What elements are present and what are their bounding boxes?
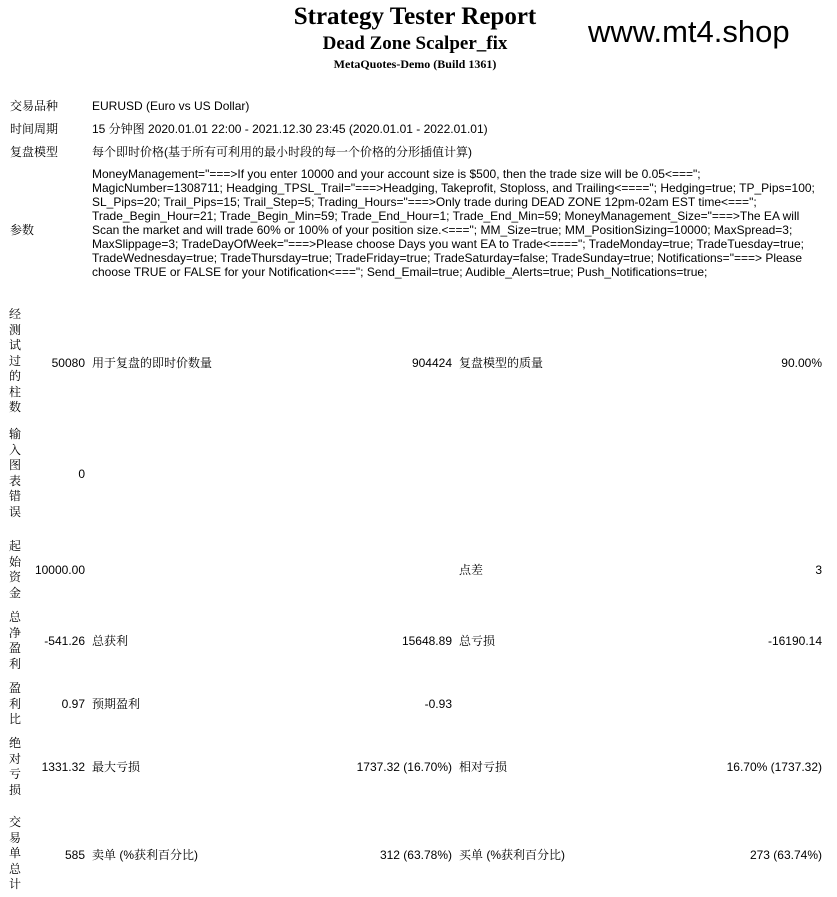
- modelling-quality-value: 90.00%: [781, 356, 822, 370]
- symbol-label: 交易品种: [10, 99, 59, 113]
- absolute-drawdown-label: 绝 对 亏 损: [9, 736, 22, 797]
- initial-deposit-label: 起 始 资 金: [9, 539, 22, 600]
- chart-errors-label: 输 入 图 表 错 误: [9, 427, 22, 519]
- server-build: MetaQuotes-Demo (Build 1361): [333, 57, 497, 71]
- maximal-drawdown-label: 最大亏损: [92, 760, 141, 774]
- gross-loss-value: -16190.14: [767, 634, 822, 648]
- gross-profit-label: 总获利: [92, 634, 129, 648]
- parameters-value: MoneyManagement="===>If you enter 10000 and your account size is $500, then the trade size will be 0.05<==="; MagicNumber=1308711; Headging_TPSL_Trail="===>Headging, Takeprofit, Stoploss, and Trailing<===="; Hedging=true; TP_Pips=100; SL_Pips=20; Trail_Pips=15; Trail_Step=5; Trading_Hours="===>Only trade during DEAD ZONE 12pm-02am EST time<==="; Trade_Begin_Hour=21; Trade_Begin_Min=59; Trade_End_Hour=1; Trade_End_Min=59; MoneyManagement_Size="===>The EA will Scan the market and will trade 60% or 100% of your position size.<==="; MM_Size=true; MM_PositionSizing=10000; MaxSpread=3; MaxSlippage=3; TradeDayOfWeek="===>Please choose Days you want EA to Trade<===="; TradeMonday=true; TradeTuesday=true; TradeWednesday=true; TradeThursday=true; TradeFriday=true; TradeSaturday=false; TradeSunday=true; Notifications="===> Please choose TRUE or FALSE for your Notification<==="; Send_Email=true; Audible_Alerts=true; Push_Notifications=true;: [92, 167, 815, 279]
- spread-label: 点差: [459, 563, 484, 577]
- net-profit-label: 总 净 盈 利: [9, 610, 22, 671]
- maximal-drawdown-value: 1737.32 (16.70%): [356, 760, 452, 774]
- symbol-value: EURUSD (Euro vs US Dollar): [92, 99, 250, 113]
- short-positions-label: 卖单 (%获利百分比): [92, 848, 198, 862]
- spread-value: 3: [815, 563, 822, 577]
- gross-loss-label: 总亏损: [459, 634, 496, 648]
- bars-tested-value: 50080: [51, 356, 85, 370]
- expert-name: Dead Zone Scalper_fix: [322, 33, 508, 54]
- ticks-modelled-value: 904424: [411, 356, 452, 370]
- total-trades-label: 交 易 单 总 计: [9, 815, 22, 891]
- brand-watermark: www.mt4.shop: [588, 14, 790, 49]
- ticks-modelled-label: 用于复盘的即时价数量: [92, 356, 213, 370]
- initial-deposit-value: 10000.00: [34, 563, 85, 577]
- expected-payoff-value: -0.93: [424, 697, 452, 711]
- model-label: 复盘模型: [10, 145, 59, 159]
- total-trades-value: 585: [64, 848, 85, 862]
- long-positions-value: 273 (63.74%): [749, 848, 822, 862]
- parameters-label: 参数: [10, 223, 35, 237]
- gross-profit-value: 15648.89: [401, 634, 452, 648]
- relative-drawdown-label: 相对亏损: [459, 760, 508, 774]
- short-positions-value: 312 (63.78%): [379, 848, 452, 862]
- profit-factor-value: 0.97: [61, 697, 85, 711]
- net-profit-value: -541.26: [44, 634, 85, 648]
- bars-tested-label: 经 测 试 过 的 柱 数: [9, 307, 22, 414]
- report-title: Strategy Tester Report: [293, 3, 537, 30]
- expected-payoff-label: 预期盈利: [92, 697, 141, 711]
- modelling-quality-label: 复盘模型的质量: [459, 356, 544, 370]
- model-value: 每个即时价格(基于所有可利用的最小时段的每一个价格的分形插值计算): [92, 145, 472, 159]
- profit-factor-label: 盈 利 比: [9, 681, 22, 726]
- relative-drawdown-value: 16.70% (1737.32): [726, 760, 822, 774]
- period-label: 时间周期: [10, 122, 59, 136]
- period-value: 15 分钟图 2020.01.01 22:00 - 2021.12.30 23:45 (2020.01.01 - 2022.01.01): [92, 122, 488, 136]
- chart-errors-value: 0: [78, 467, 85, 481]
- long-positions-label: 买单 (%获利百分比): [459, 848, 565, 862]
- absolute-drawdown-value: 1331.32: [41, 760, 85, 774]
